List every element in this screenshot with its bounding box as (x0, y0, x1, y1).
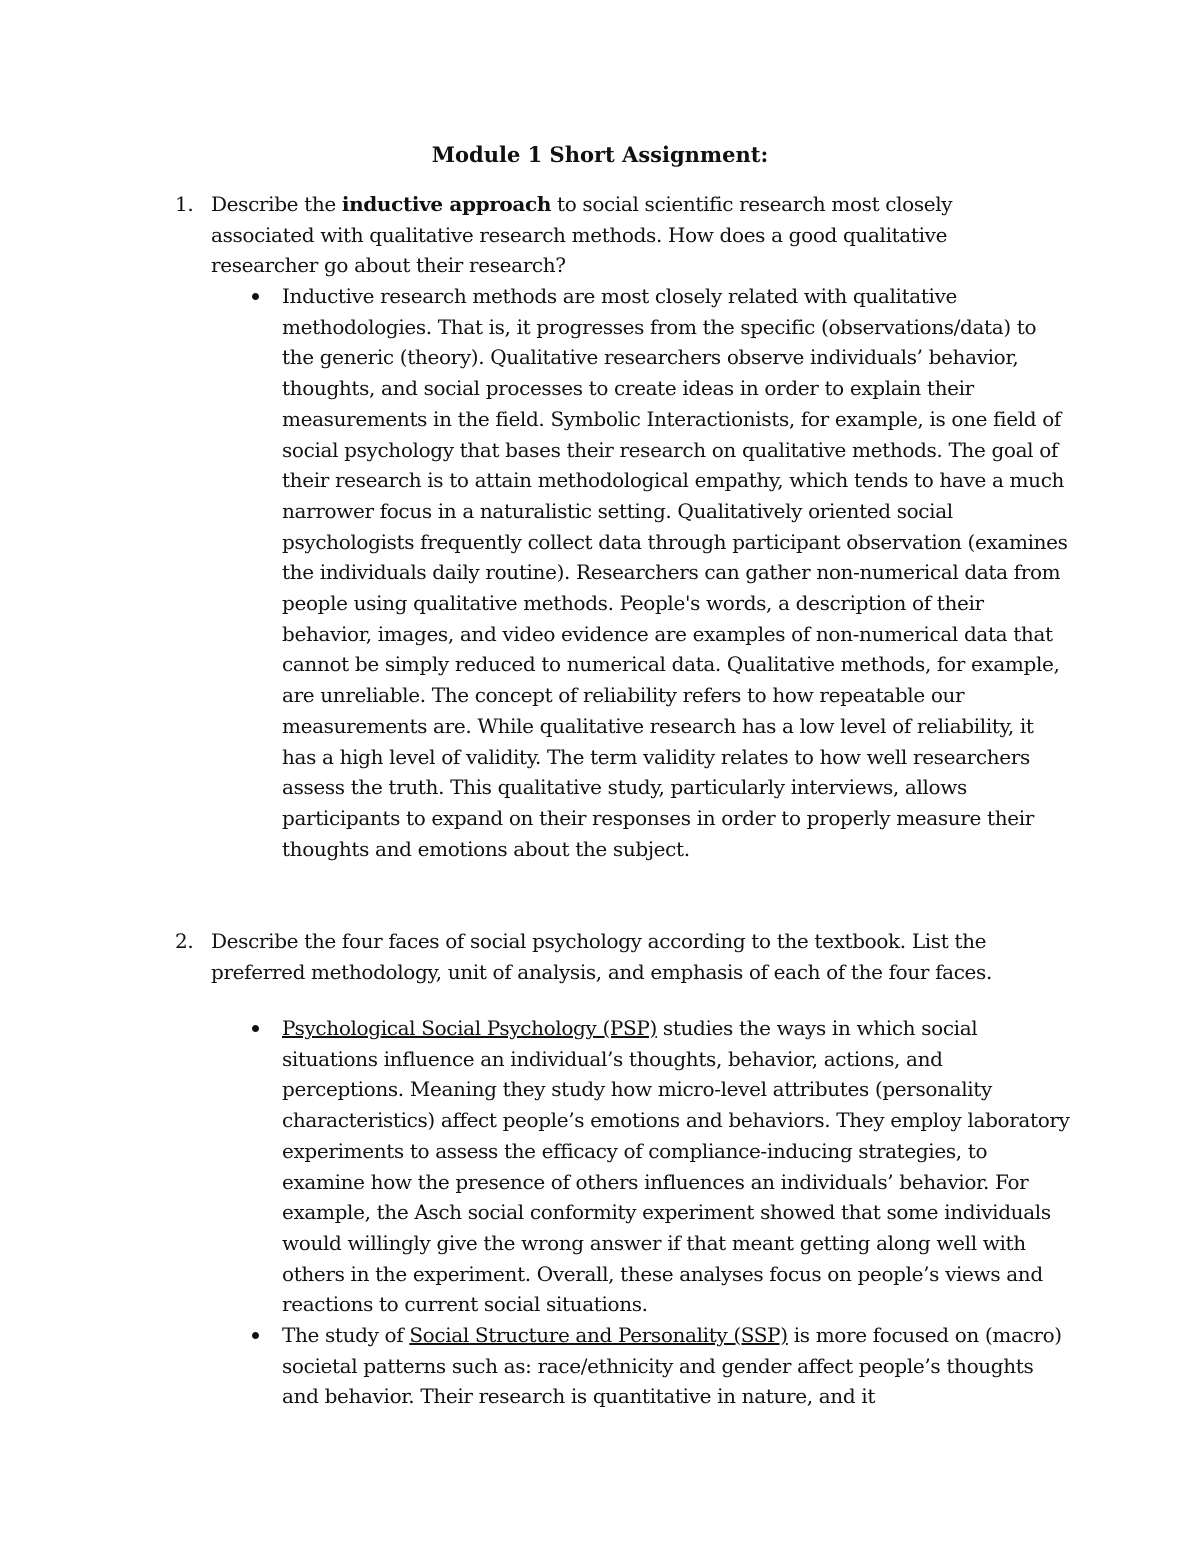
psp-term: Psychological Social Psychology (PSP) (282, 1016, 657, 1040)
document-title: Module 1 Short Assignment: (431, 142, 769, 167)
psp-text: studies the ways in which social situations influence an individual’s thoughts, behavior, actions, and perceptions. Meaning they study how micro-level attributes (personality characteristics) affect people’s emotions and behaviors. They employ laboratory experiments to assess the efficacy of compliance-inducing strategies, to examine how the presence of others influences an individuals’ behavior. For example, the Asch social conformity experiment showed that some individuals would willingly give the wrong answer if that meant getting along well with others in the experiment. Overall, these analyses focus on people’s views and reactions to current social situations. (282, 1016, 1070, 1317)
bullet-icon (252, 293, 259, 300)
question-1-lead: Describe the (211, 192, 342, 216)
list-item (245, 281, 1070, 864)
question-1-rest: to social scientific research most closely associated with qualitative research methods. How does a good qualitative researcher go about their research? (211, 192, 953, 278)
ssp-term: Social Structure and Personality (SSP) (409, 1323, 788, 1348)
question-1-text (211, 189, 1055, 281)
ssp-lead: The study of (282, 1323, 410, 1348)
question-1 (175, 189, 1055, 281)
question-1-answer: Inductive research methods are most closely related with qualitative methodologies. That is, it progresses from the specific (observations/data) to the generic (theory). Qualitative researchers observe individuals’ behavior, thoughts, and social processes to create ideas in order to explain their measurements in the field. Symbolic Interactionists, for example, is one field of social psychology that bases their research on qualitative methods. The goal of their research is to attain methodological empathy, which tends to have a much narrower focus in a naturalistic setting. Qualitatively oriented social psychologists frequently collect data through participant observation (examines the individuals daily routine). Researchers can gather non-numerical data from people using qualitative methods. People's words, a description of their behavior, images, and video evidence are examples of non-numerical data that cannot be simply reduced to numerical data. Qualitative methods, for example, are unreliable. The concept of reliability refers to how repeatable our measurements are. While qualitative research has a low level of reliability, it has a high level of validity. The term validity relates to how well researchers assess the truth. This qualitative study, particularly interviews, allows participants to expand on their responses in order to properly measure their thoughts and emotions about the subject. (282, 284, 1068, 861)
question-2-answer-list (245, 1013, 1070, 1412)
question-1-bold-term: inductive approach (341, 192, 552, 216)
bullet-icon (252, 1025, 259, 1032)
ssp-text: is more focused on (macro) societal patterns such as: race/ethnicity and gender affect people’s thoughts and behavior. Their research is quantitative in nature, and it (282, 1323, 1062, 1409)
question-2-number: 2. (175, 929, 194, 953)
question-2-text: Describe the four faces of social psychology according to the textbook. List the preferred methodology, unit of analysis, and emphasis of each of the four faces. (211, 929, 992, 984)
question-1-answer-list (245, 281, 1070, 864)
list-item (245, 1320, 1070, 1412)
question-1-number: 1. (175, 192, 194, 216)
bullet-icon (252, 1332, 259, 1339)
question-2 (175, 926, 1055, 987)
list-item (245, 1013, 1070, 1320)
